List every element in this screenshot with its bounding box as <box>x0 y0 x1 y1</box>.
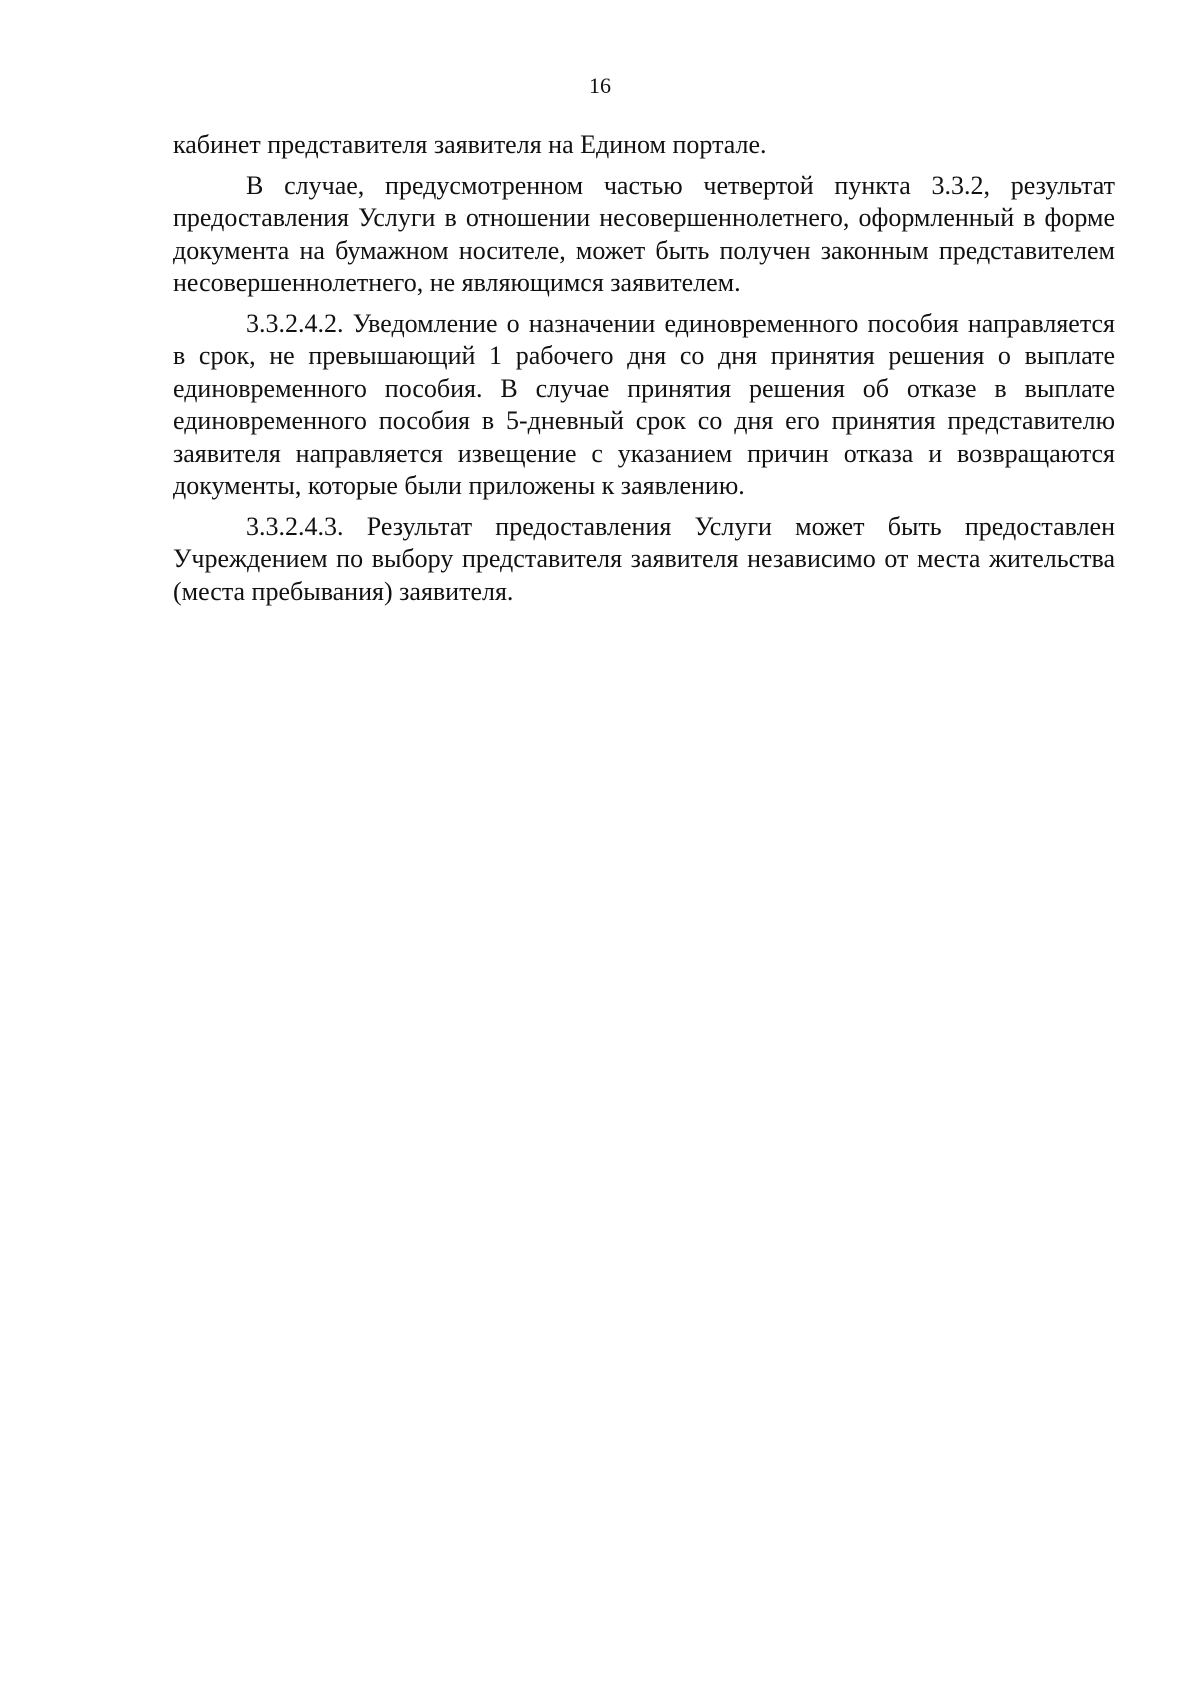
paragraph-3-3-2-4-2: 3.3.2.4.2. Уведомление о назначении единовременного пособия направляется в срок, не превышающий 1 рабочего дня со дня принятия решения о выплате единовременного пособия. В случае принятия решения об отказе в выплате единовременного пособия в 5-дневный срок со дня его принятия представителю заявителя направляется извещение с указанием причин отказа и возвращаются документы, которые были приложены к заявлению. <box>173 308 1115 500</box>
paragraph-minor-result: В случае, предусмотренном частью четвертой пункта 3.3.2, результат предоставления Услуги в отношении несовершеннолетнего, оформленный в форме документа на бумажном носителе, может быть получен законным представителем несовершеннолетнего, не являющимся заявителем. <box>173 170 1115 297</box>
paragraph-3-3-2-4-3: 3.3.2.4.3. Результат предоставления Услуги может быть предоставлен Учреждением по выбору представителя заявителя независимо от места жительства (места пребывания) заявителя. <box>173 511 1115 606</box>
document-body <box>173 129 1115 616</box>
paragraph-continuation: кабинет представителя заявителя на Едином портале. <box>173 130 767 159</box>
page-number: 16 <box>589 73 611 98</box>
